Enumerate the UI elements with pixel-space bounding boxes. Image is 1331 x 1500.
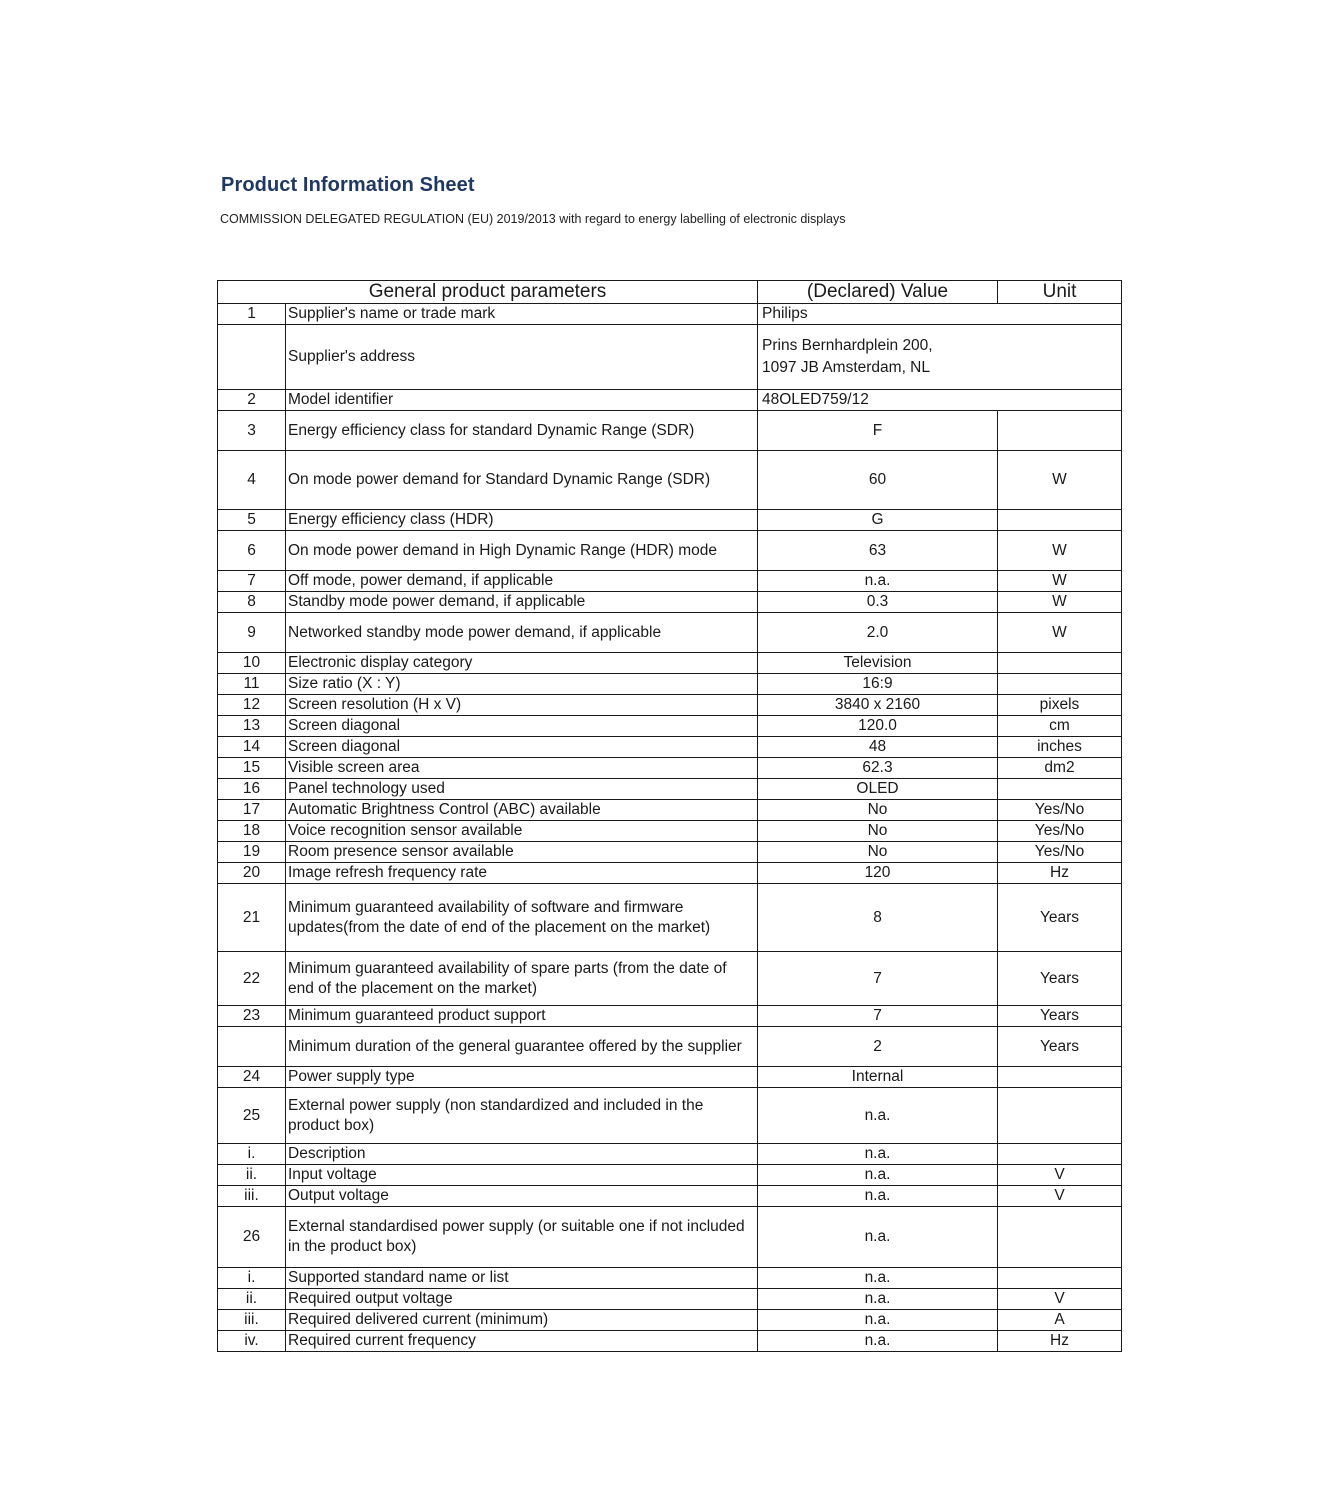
table-row: [218, 1268, 1122, 1289]
parameter-label: Required current frequency: [286, 1331, 758, 1352]
parameter-label: Image refresh frequency rate: [286, 863, 758, 884]
unit-value: dm2: [998, 758, 1122, 779]
parameter-label: On mode power demand for Standard Dynamic Range (SDR): [286, 451, 758, 510]
unit-value: Years: [998, 1006, 1122, 1027]
row-number: 2: [218, 390, 286, 411]
model-identifier-value: 48OLED759/12: [758, 390, 1122, 411]
parameter-label: Supported standard name or list: [286, 1268, 758, 1289]
row-number: i.: [218, 1144, 286, 1165]
table-row: [218, 1331, 1122, 1352]
declared-value: 63: [758, 531, 998, 571]
unit-value: W: [998, 451, 1122, 510]
row-number: 22: [218, 952, 286, 1006]
row-number: 23: [218, 1006, 286, 1027]
row-number: iv.: [218, 1331, 286, 1352]
unit-value: W: [998, 592, 1122, 613]
declared-value: 2.0: [758, 613, 998, 653]
unit-value: Hz: [998, 863, 1122, 884]
unit-value: [998, 1144, 1122, 1165]
declared-value: n.a.: [758, 1088, 998, 1144]
parameter-label: Required output voltage: [286, 1289, 758, 1310]
unit-value: inches: [998, 737, 1122, 758]
table-row: [218, 1006, 1122, 1027]
parameter-label: Screen resolution (H x V): [286, 695, 758, 716]
declared-value: n.a.: [758, 1268, 998, 1289]
row-number: 25: [218, 1088, 286, 1144]
unit-value: W: [998, 531, 1122, 571]
declared-value: n.a.: [758, 1310, 998, 1331]
table-row: [218, 1027, 1122, 1067]
unit-value: [998, 1088, 1122, 1144]
row-number: 7: [218, 571, 286, 592]
table-row: [218, 737, 1122, 758]
row-number: 3: [218, 411, 286, 451]
parameter-label: Room presence sensor available: [286, 842, 758, 863]
table-row: [218, 821, 1122, 842]
table-row: [218, 1165, 1122, 1186]
table-row: [218, 863, 1122, 884]
table-row: [218, 1067, 1122, 1088]
table-row: [218, 531, 1122, 571]
row-number: 10: [218, 653, 286, 674]
row-number: 24: [218, 1067, 286, 1088]
declared-value: Internal: [758, 1067, 998, 1088]
parameter-label: Voice recognition sensor available: [286, 821, 758, 842]
unit-value: Yes/No: [998, 821, 1122, 842]
unit-value: Yes/No: [998, 800, 1122, 821]
parameter-label: Description: [286, 1144, 758, 1165]
declared-value: n.a.: [758, 1186, 998, 1207]
parameter-label: Off mode, power demand, if applicable: [286, 571, 758, 592]
table-row: [218, 592, 1122, 613]
declared-value: 16:9: [758, 674, 998, 695]
parameter-label: Input voltage: [286, 1165, 758, 1186]
declared-value: G: [758, 510, 998, 531]
table-row: [218, 1186, 1122, 1207]
table-row: [218, 842, 1122, 863]
parameter-label: Minimum guaranteed availability of spare parts (from the date of end of the placement on the market): [286, 952, 758, 1006]
table-row: [218, 779, 1122, 800]
unit-value: Years: [998, 1027, 1122, 1067]
document-title: Product Information Sheet: [221, 174, 475, 196]
table-row: [218, 571, 1122, 592]
declared-value: No: [758, 842, 998, 863]
unit-value: V: [998, 1186, 1122, 1207]
header-unit: Unit: [998, 281, 1122, 304]
table-row: [218, 1207, 1122, 1268]
row-number: 11: [218, 674, 286, 695]
declared-value: n.a.: [758, 571, 998, 592]
parameter-label: Power supply type: [286, 1067, 758, 1088]
row-number: 12: [218, 695, 286, 716]
declared-value: 7: [758, 1006, 998, 1027]
unit-value: [998, 674, 1122, 695]
declared-value: 62.3: [758, 758, 998, 779]
unit-value: [998, 779, 1122, 800]
table-header-row: [218, 281, 1122, 304]
declared-value: No: [758, 821, 998, 842]
parameter-label: Size ratio (X : Y): [286, 674, 758, 695]
row-number: 15: [218, 758, 286, 779]
declared-value: n.a.: [758, 1165, 998, 1186]
declared-value: 7: [758, 952, 998, 1006]
table-row: [218, 695, 1122, 716]
row-number: ii.: [218, 1165, 286, 1186]
supplier-address-line2: 1097 JB Amsterdam, NL: [762, 359, 930, 376]
unit-value: Hz: [998, 1331, 1122, 1352]
declared-value: F: [758, 411, 998, 451]
row-number: 14: [218, 737, 286, 758]
parameter-label: Screen diagonal: [286, 737, 758, 758]
row-number: iii.: [218, 1310, 286, 1331]
declared-value: 0.3: [758, 592, 998, 613]
unit-value: [998, 653, 1122, 674]
parameter-label: Minimum duration of the general guarantee offered by the supplier: [286, 1027, 758, 1067]
row-number: 8: [218, 592, 286, 613]
table-row: [218, 758, 1122, 779]
parameter-label: Required delivered current (minimum): [286, 1310, 758, 1331]
parameter-label: Electronic display category: [286, 653, 758, 674]
parameter-label: Panel technology used: [286, 779, 758, 800]
row-number: 20: [218, 863, 286, 884]
row-number: ii.: [218, 1289, 286, 1310]
table-row: [218, 716, 1122, 737]
row-number: [218, 1027, 286, 1067]
parameter-label: Networked standby mode power demand, if applicable: [286, 613, 758, 653]
row-number: 6: [218, 531, 286, 571]
unit-value: pixels: [998, 695, 1122, 716]
unit-value: cm: [998, 716, 1122, 737]
row-number: 26: [218, 1207, 286, 1268]
row-number: 9: [218, 613, 286, 653]
table-row: [218, 884, 1122, 952]
parameter-label: On mode power demand in High Dynamic Range (HDR) mode: [286, 531, 758, 571]
declared-value: OLED: [758, 779, 998, 800]
row-number: i.: [218, 1268, 286, 1289]
table-row-model: [218, 390, 1122, 411]
row-number: [218, 325, 286, 390]
unit-value: [998, 510, 1122, 531]
row-number: 18: [218, 821, 286, 842]
header-parameters: General product parameters: [218, 281, 758, 304]
parameter-label: Minimum guaranteed product support: [286, 1006, 758, 1027]
header-value: (Declared) Value: [758, 281, 998, 304]
table-row: [218, 510, 1122, 531]
table-row-supplier-name: [218, 304, 1122, 325]
supplier-name-value: Philips: [758, 304, 1122, 325]
declared-value: No: [758, 800, 998, 821]
row-number: 5: [218, 510, 286, 531]
product-parameters-table: [217, 280, 1122, 1352]
parameter-label: Visible screen area: [286, 758, 758, 779]
parameter-label: External standardised power supply (or suitable one if not included in the product box): [286, 1207, 758, 1268]
declared-value: 60: [758, 451, 998, 510]
table-row: [218, 613, 1122, 653]
row-number: 17: [218, 800, 286, 821]
table-row: [218, 1144, 1122, 1165]
declared-value: 120.0: [758, 716, 998, 737]
declared-value: n.a.: [758, 1289, 998, 1310]
declared-value: 3840 x 2160: [758, 695, 998, 716]
table-row: [218, 952, 1122, 1006]
table-row: [218, 1088, 1122, 1144]
table-row: [218, 411, 1122, 451]
row-number: 4: [218, 451, 286, 510]
unit-value: Yes/No: [998, 842, 1122, 863]
table-row: [218, 451, 1122, 510]
row-number: iii.: [218, 1186, 286, 1207]
declared-value: n.a.: [758, 1331, 998, 1352]
unit-value: V: [998, 1289, 1122, 1310]
supplier-name-label: Supplier's name or trade mark: [286, 304, 758, 325]
declared-value: n.a.: [758, 1144, 998, 1165]
parameter-label: Automatic Brightness Control (ABC) available: [286, 800, 758, 821]
table-row: [218, 800, 1122, 821]
parameter-label: Output voltage: [286, 1186, 758, 1207]
supplier-address-label: Supplier's address: [286, 325, 758, 390]
row-number: 21: [218, 884, 286, 952]
unit-value: W: [998, 613, 1122, 653]
parameter-label: Energy efficiency class (HDR): [286, 510, 758, 531]
row-number: 13: [218, 716, 286, 737]
document-subtitle: COMMISSION DELEGATED REGULATION (EU) 2019/2013 with regard to energy labelling of electronic displays: [220, 212, 846, 226]
row-number: 16: [218, 779, 286, 800]
unit-value: [998, 1067, 1122, 1088]
unit-value: V: [998, 1165, 1122, 1186]
parameter-label: External power supply (non standardized and included in the product box): [286, 1088, 758, 1144]
unit-value: Years: [998, 884, 1122, 952]
unit-value: Years: [998, 952, 1122, 1006]
supplier-address-line1: Prins Bernhardplein 200,: [762, 337, 933, 354]
table-row-supplier-address: [218, 325, 1122, 390]
table-row: [218, 653, 1122, 674]
declared-value: 8: [758, 884, 998, 952]
unit-value: [998, 1207, 1122, 1268]
declared-value: n.a.: [758, 1207, 998, 1268]
supplier-address-value: [758, 325, 1122, 390]
declared-value: Television: [758, 653, 998, 674]
declared-value: 2: [758, 1027, 998, 1067]
table-row: [218, 1310, 1122, 1331]
unit-value: [998, 1268, 1122, 1289]
unit-value: W: [998, 571, 1122, 592]
parameter-label: Screen diagonal: [286, 716, 758, 737]
table-row: [218, 674, 1122, 695]
parameter-label: Minimum guaranteed availability of software and firmware updates(from the date of end of the placement on the market): [286, 884, 758, 952]
model-identifier-label: Model identifier: [286, 390, 758, 411]
unit-value: A: [998, 1310, 1122, 1331]
row-number: 1: [218, 304, 286, 325]
declared-value: 120: [758, 863, 998, 884]
declared-value: 48: [758, 737, 998, 758]
unit-value: [998, 411, 1122, 451]
parameter-label: Energy efficiency class for standard Dynamic Range (SDR): [286, 411, 758, 451]
table-row: [218, 1289, 1122, 1310]
parameter-label: Standby mode power demand, if applicable: [286, 592, 758, 613]
row-number: 19: [218, 842, 286, 863]
